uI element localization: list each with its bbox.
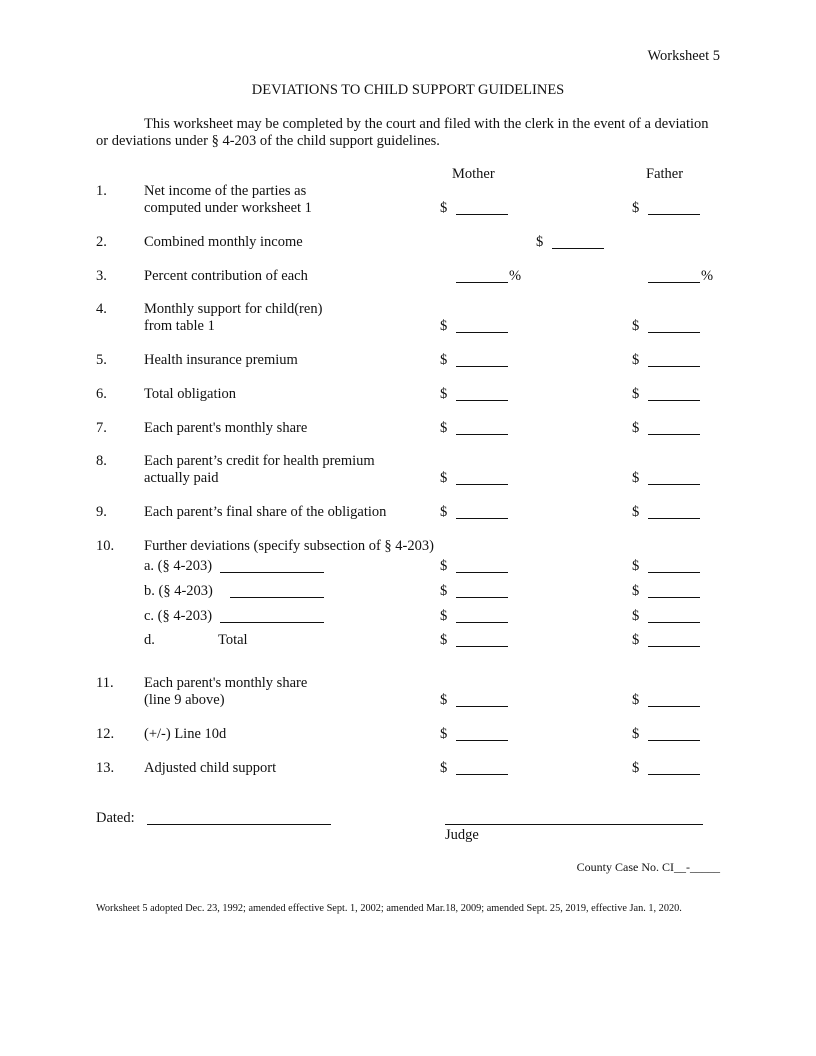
column-header-father: Father <box>646 166 684 182</box>
line-number: 10. <box>96 538 115 554</box>
worksheet-label: Worksheet 5 <box>647 48 720 64</box>
mother-amount-blank[interactable] <box>456 597 508 598</box>
line-number: 8. <box>96 453 107 469</box>
column-header-mother: Mother <box>452 166 495 182</box>
deviation-c-subsection-blank[interactable] <box>220 622 324 623</box>
father-currency-sign: $ <box>632 692 640 708</box>
mother-amount-blank[interactable] <box>456 572 508 573</box>
mother-amount-blank[interactable] <box>456 774 508 775</box>
mother-currency-sign: $ <box>440 470 448 486</box>
line-number: 7. <box>96 420 107 436</box>
father-currency-sign: $ <box>632 726 640 742</box>
mother-amount-blank[interactable] <box>456 434 508 435</box>
father-amount-blank[interactable] <box>648 622 700 623</box>
mother-currency-sign: $ <box>440 632 448 648</box>
line-number: 5. <box>96 352 107 368</box>
mother-amount-blank[interactable] <box>456 706 508 707</box>
mother-currency-sign: $ <box>440 692 448 708</box>
father-percent-sign: % <box>701 268 714 284</box>
deviation-a-subsection-blank[interactable] <box>220 572 324 573</box>
father-currency-sign: $ <box>632 200 640 216</box>
father-amount-blank[interactable] <box>648 518 700 519</box>
father-amount-blank[interactable] <box>648 706 700 707</box>
line-number: 2. <box>96 234 107 250</box>
judge-signature-line[interactable] <box>445 824 703 825</box>
mother-currency-sign: $ <box>440 558 448 574</box>
father-amount-blank[interactable] <box>648 484 700 485</box>
mother-currency-sign: $ <box>440 352 448 368</box>
father-amount-blank[interactable] <box>648 400 700 401</box>
line-label: Each parent’s credit for health premium <box>144 453 375 469</box>
father-currency-sign: $ <box>632 632 640 648</box>
line-label: (+/-) Line 10d <box>144 726 227 742</box>
mother-amount-blank[interactable] <box>456 484 508 485</box>
mother-amount-blank[interactable] <box>456 622 508 623</box>
mother-amount-blank[interactable] <box>456 332 508 333</box>
line-label: computed under worksheet 1 <box>144 200 312 216</box>
deviation-a-label: a. (§ 4-203) <box>144 558 213 574</box>
mother-currency-sign: $ <box>440 583 448 599</box>
page-title: DEVIATIONS TO CHILD SUPPORT GUIDELINES <box>251 82 565 98</box>
mother-currency-sign: $ <box>440 726 448 742</box>
mother-amount-blank[interactable] <box>456 646 508 647</box>
father-currency-sign: $ <box>632 386 640 402</box>
line-number: 1. <box>96 183 107 199</box>
line-label: Combined monthly income <box>144 234 303 250</box>
deviation-b-label: b. (§ 4-203) <box>144 583 213 599</box>
mother-currency-sign: $ <box>440 386 448 402</box>
mother-currency-sign: $ <box>440 200 448 216</box>
father-amount-blank[interactable] <box>648 597 700 598</box>
mother-currency-sign: $ <box>440 420 448 436</box>
deviation-total-label: Total <box>218 632 248 648</box>
father-amount-blank[interactable] <box>648 774 700 775</box>
mother-currency-sign: $ <box>440 760 448 776</box>
line-number: 12. <box>96 726 115 742</box>
father-amount-blank[interactable] <box>648 572 700 573</box>
intro-line-1: This worksheet may be completed by the court and filed with the clerk in the event of a deviation <box>144 116 709 132</box>
line-number: 9. <box>96 504 107 520</box>
father-currency-sign: $ <box>632 608 640 624</box>
father-currency-sign: $ <box>632 583 640 599</box>
line-label: Adjusted child support <box>144 760 277 776</box>
line-label: Each parent's monthly share <box>144 420 308 436</box>
father-currency-sign: $ <box>632 504 640 520</box>
deviation-d-label: d. <box>144 632 155 648</box>
line-label: actually paid <box>144 470 219 486</box>
date-signature-line[interactable] <box>147 824 331 825</box>
line-number: 3. <box>96 268 107 284</box>
line-number: 4. <box>96 301 107 317</box>
line-label: Each parent’s final share of the obligation <box>144 504 387 520</box>
line-number: 13. <box>96 760 115 776</box>
father-currency-sign: $ <box>632 470 640 486</box>
mother-percent-sign: % <box>509 268 522 284</box>
line-label: (line 9 above) <box>144 692 225 708</box>
line-label: Monthly support for child(ren) <box>144 301 323 317</box>
line-label: Total obligation <box>144 386 237 402</box>
father-currency-sign: $ <box>632 760 640 776</box>
combined-amount-blank[interactable] <box>552 248 604 249</box>
line-label: Health insurance premium <box>144 352 298 368</box>
deviation-b-subsection-blank[interactable] <box>230 597 324 598</box>
dated-label: Dated: <box>96 810 135 826</box>
father-amount-blank[interactable] <box>648 366 700 367</box>
father-currency-sign: $ <box>632 420 640 436</box>
mother-amount-blank[interactable] <box>456 400 508 401</box>
mother-currency-sign: $ <box>440 608 448 624</box>
father-amount-blank[interactable] <box>648 646 700 647</box>
line-label: Percent contribution of each <box>144 268 308 284</box>
father-amount-blank[interactable] <box>648 434 700 435</box>
father-currency-sign: $ <box>632 318 640 334</box>
mother-amount-blank[interactable] <box>456 740 508 741</box>
father-currency-sign: $ <box>632 558 640 574</box>
combined-currency-sign: $ <box>536 234 544 250</box>
line-label: Net income of the parties as <box>144 183 307 199</box>
line-label: Further deviations (specify subsection of § 4-203) <box>144 538 434 554</box>
mother-currency-sign: $ <box>440 504 448 520</box>
line-number: 11. <box>96 675 114 691</box>
mother-percent-blank[interactable] <box>456 282 508 283</box>
mother-amount-blank[interactable] <box>456 366 508 367</box>
intro-line-2: or deviations under § 4-203 of the child support guidelines. <box>96 133 440 149</box>
line-label: Each parent's monthly share <box>144 675 308 691</box>
deviation-c-label: c. (§ 4-203) <box>144 608 213 624</box>
judge-label: Judge <box>445 827 479 843</box>
mother-amount-blank[interactable] <box>456 518 508 519</box>
father-currency-sign: $ <box>632 352 640 368</box>
county-case-number: County Case No. CI__-_____ <box>576 860 720 874</box>
mother-amount-blank[interactable] <box>456 214 508 215</box>
line-label: from table 1 <box>144 318 215 334</box>
father-percent-blank[interactable] <box>648 282 700 283</box>
mother-currency-sign: $ <box>440 318 448 334</box>
father-amount-blank[interactable] <box>648 740 700 741</box>
line-number: 6. <box>96 386 107 402</box>
father-amount-blank[interactable] <box>648 332 700 333</box>
father-amount-blank[interactable] <box>648 214 700 215</box>
footer-note: Worksheet 5 adopted Dec. 23, 1992; amended effective Sept. 1, 2002; amended Mar.18, 2009; amended Sept. 25, 2019, effective Jan. 1, 2020. <box>96 903 682 914</box>
